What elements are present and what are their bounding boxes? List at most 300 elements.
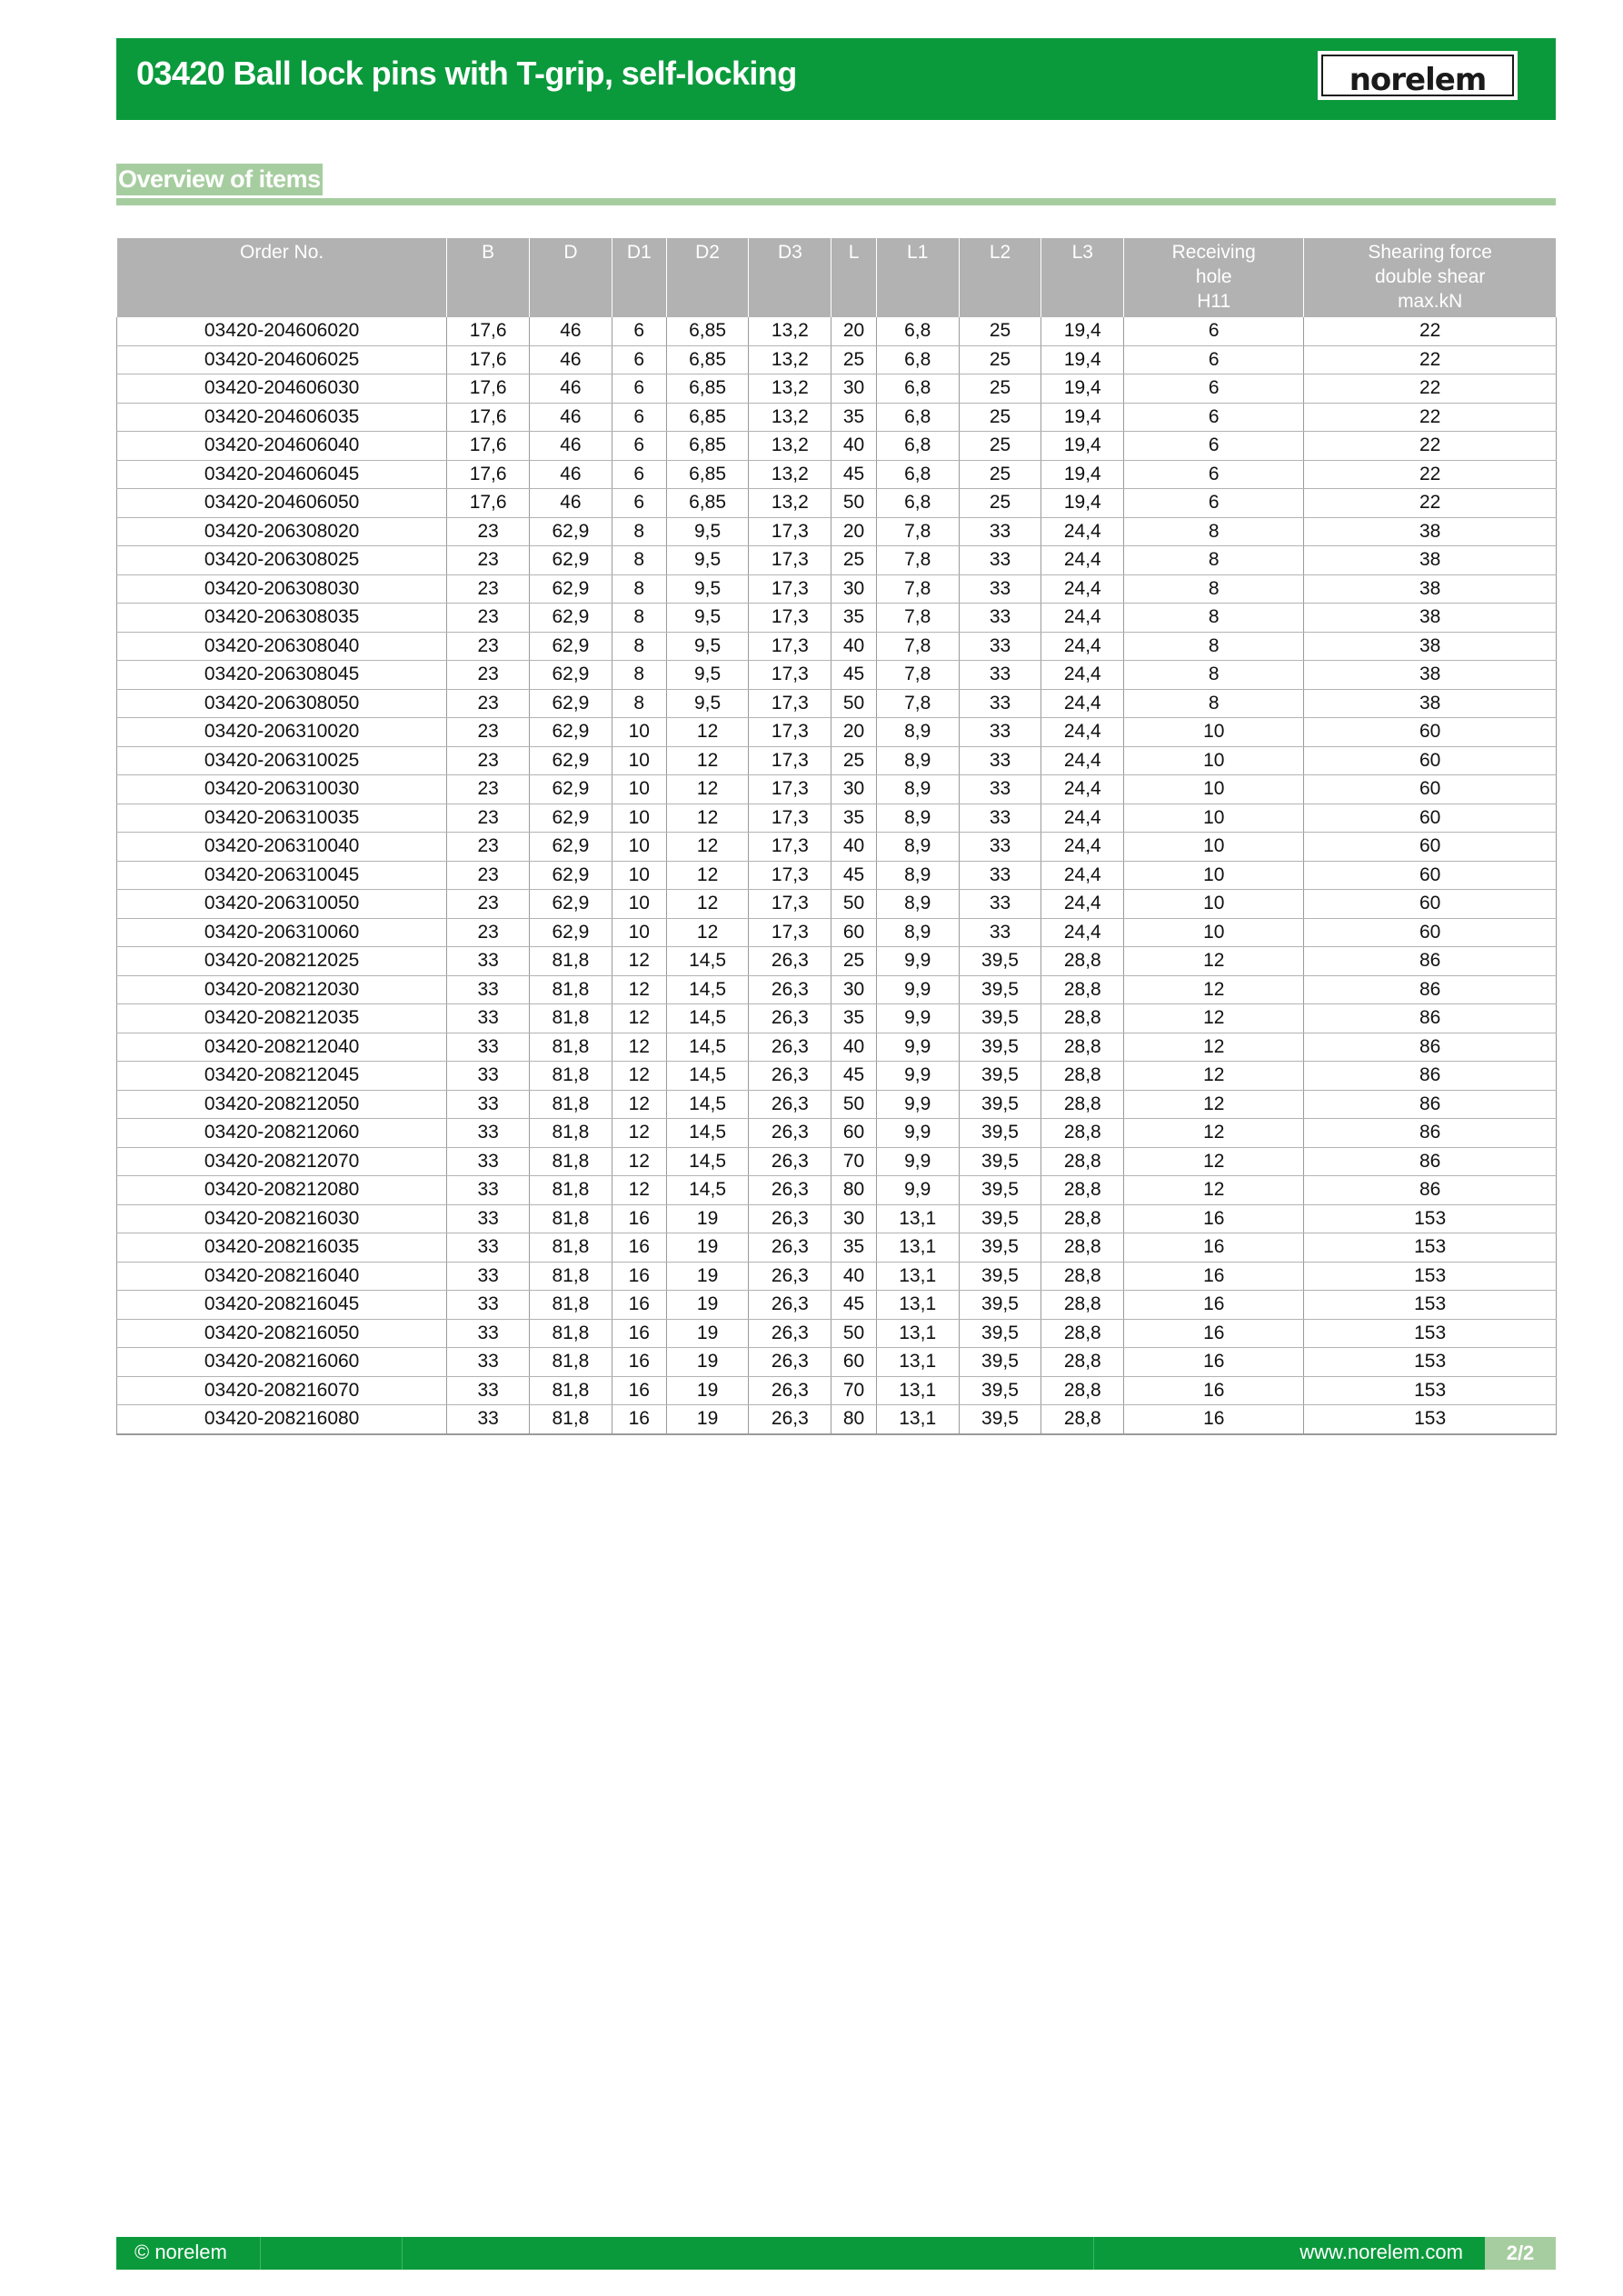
order-number-cell: 03420-206310050 bbox=[117, 890, 447, 919]
table-cell: 8 bbox=[612, 661, 666, 690]
order-number-cell: 03420-206308045 bbox=[117, 661, 447, 690]
table-cell: 26,3 bbox=[749, 1405, 831, 1434]
column-header: L2 bbox=[959, 238, 1041, 317]
table-cell: 9,5 bbox=[666, 632, 749, 661]
table-cell: 12 bbox=[612, 975, 666, 1004]
table-cell: 81,8 bbox=[530, 1262, 612, 1291]
table-cell: 10 bbox=[612, 861, 666, 890]
table-cell: 50 bbox=[831, 1319, 877, 1348]
table-cell: 6,8 bbox=[876, 403, 959, 432]
table-cell: 81,8 bbox=[530, 1033, 612, 1062]
table-cell: 6,85 bbox=[666, 374, 749, 404]
page-title: 03420 Ball lock pins with T-grip, self-locking bbox=[136, 55, 797, 92]
table-cell: 33 bbox=[447, 1233, 530, 1263]
table-cell: 33 bbox=[959, 804, 1041, 833]
table-cell: 39,5 bbox=[959, 1262, 1041, 1291]
table-cell: 39,5 bbox=[959, 1147, 1041, 1176]
column-header: D3 bbox=[749, 238, 831, 317]
table-cell: 28,8 bbox=[1041, 1405, 1124, 1434]
table-cell: 153 bbox=[1304, 1204, 1557, 1233]
table-cell: 46 bbox=[530, 460, 612, 489]
table-cell: 14,5 bbox=[666, 947, 749, 976]
table-cell: 40 bbox=[831, 1262, 877, 1291]
table-row bbox=[117, 689, 1557, 718]
table-cell: 153 bbox=[1304, 1233, 1557, 1263]
table-cell: 9,9 bbox=[876, 1033, 959, 1062]
table-cell: 9,5 bbox=[666, 604, 749, 633]
table-cell: 17,3 bbox=[749, 718, 831, 747]
table-cell: 60 bbox=[1304, 918, 1557, 947]
table-cell: 7,8 bbox=[876, 661, 959, 690]
table-cell: 153 bbox=[1304, 1376, 1557, 1405]
table-cell: 28,8 bbox=[1041, 1147, 1124, 1176]
table-cell: 81,8 bbox=[530, 1176, 612, 1205]
table-cell: 39,5 bbox=[959, 1004, 1041, 1033]
table-cell: 26,3 bbox=[749, 1376, 831, 1405]
table-cell: 8,9 bbox=[876, 775, 959, 804]
table-cell: 19,4 bbox=[1041, 345, 1124, 374]
table-cell: 45 bbox=[831, 460, 877, 489]
table-cell: 86 bbox=[1304, 1119, 1557, 1148]
page-footer bbox=[116, 2237, 1556, 2270]
table-cell: 25 bbox=[831, 345, 877, 374]
table-cell: 17,3 bbox=[749, 517, 831, 546]
table-cell: 22 bbox=[1304, 489, 1557, 518]
table-cell: 14,5 bbox=[666, 1004, 749, 1033]
table-cell: 8,9 bbox=[876, 746, 959, 775]
table-row bbox=[117, 1147, 1557, 1176]
table-cell: 39,5 bbox=[959, 1176, 1041, 1205]
table-cell: 19 bbox=[666, 1233, 749, 1263]
table-cell: 17,3 bbox=[749, 632, 831, 661]
table-cell: 14,5 bbox=[666, 1119, 749, 1148]
table-cell: 33 bbox=[959, 833, 1041, 862]
table-cell: 12 bbox=[666, 804, 749, 833]
table-cell: 26,3 bbox=[749, 1204, 831, 1233]
table-row bbox=[117, 1062, 1557, 1091]
table-cell: 25 bbox=[959, 374, 1041, 404]
table-cell: 7,8 bbox=[876, 604, 959, 633]
order-number-cell: 03420-208216040 bbox=[117, 1262, 447, 1291]
table-cell: 8,9 bbox=[876, 804, 959, 833]
table-row bbox=[117, 1176, 1557, 1205]
table-cell: 6,8 bbox=[876, 374, 959, 404]
table-row bbox=[117, 918, 1557, 947]
table-cell: 12 bbox=[1124, 975, 1304, 1004]
table-cell: 17,3 bbox=[749, 861, 831, 890]
table-cell: 26,3 bbox=[749, 947, 831, 976]
table-row bbox=[117, 1348, 1557, 1377]
order-number-cell: 03420-204606035 bbox=[117, 403, 447, 432]
table-cell: 8,9 bbox=[876, 861, 959, 890]
table-cell: 86 bbox=[1304, 947, 1557, 976]
table-cell: 46 bbox=[530, 317, 612, 345]
table-cell: 9,5 bbox=[666, 546, 749, 575]
table-cell: 62,9 bbox=[530, 718, 612, 747]
table-cell: 62,9 bbox=[530, 661, 612, 690]
table-cell: 22 bbox=[1304, 403, 1557, 432]
table-cell: 12 bbox=[612, 1176, 666, 1205]
table-cell: 19 bbox=[666, 1376, 749, 1405]
table-cell: 62,9 bbox=[530, 890, 612, 919]
table-cell: 8 bbox=[1124, 546, 1304, 575]
table-cell: 80 bbox=[831, 1405, 877, 1434]
order-number-cell: 03420-208212030 bbox=[117, 975, 447, 1004]
table-cell: 8 bbox=[1124, 517, 1304, 546]
table-cell: 39,5 bbox=[959, 1062, 1041, 1091]
column-header: Receiving hole H11 bbox=[1124, 238, 1304, 317]
table-cell: 39,5 bbox=[959, 1376, 1041, 1405]
table-cell: 23 bbox=[447, 632, 530, 661]
table-cell: 17,3 bbox=[749, 890, 831, 919]
table-cell: 13,2 bbox=[749, 374, 831, 404]
table-cell: 9,9 bbox=[876, 975, 959, 1004]
table-cell: 8 bbox=[612, 604, 666, 633]
table-cell: 62,9 bbox=[530, 746, 612, 775]
table-cell: 10 bbox=[612, 718, 666, 747]
table-cell: 33 bbox=[447, 1291, 530, 1320]
table-cell: 20 bbox=[831, 317, 877, 345]
table-cell: 33 bbox=[447, 1376, 530, 1405]
table-cell: 8 bbox=[612, 574, 666, 604]
table-cell: 81,8 bbox=[530, 1319, 612, 1348]
table-cell: 30 bbox=[831, 975, 877, 1004]
table-cell: 23 bbox=[447, 604, 530, 633]
table-cell: 8,9 bbox=[876, 718, 959, 747]
table-cell: 6,85 bbox=[666, 317, 749, 345]
table-cell: 12 bbox=[666, 918, 749, 947]
table-cell: 62,9 bbox=[530, 775, 612, 804]
table-cell: 12 bbox=[666, 833, 749, 862]
table-cell: 6 bbox=[1124, 460, 1304, 489]
table-cell: 6 bbox=[612, 460, 666, 489]
table-cell: 14,5 bbox=[666, 975, 749, 1004]
table-cell: 9,9 bbox=[876, 1147, 959, 1176]
table-row bbox=[117, 403, 1557, 432]
table-cell: 6 bbox=[1124, 489, 1304, 518]
table-row bbox=[117, 861, 1557, 890]
table-cell: 17,3 bbox=[749, 661, 831, 690]
table-cell: 28,8 bbox=[1041, 1033, 1124, 1062]
table-cell: 12 bbox=[666, 861, 749, 890]
table-cell: 17,6 bbox=[447, 317, 530, 345]
table-cell: 22 bbox=[1304, 317, 1557, 345]
table-cell: 16 bbox=[612, 1233, 666, 1263]
table-cell: 33 bbox=[447, 947, 530, 976]
table-cell: 24,4 bbox=[1041, 517, 1124, 546]
table-cell: 8 bbox=[1124, 689, 1304, 718]
table-cell: 17,6 bbox=[447, 345, 530, 374]
table-cell: 62,9 bbox=[530, 861, 612, 890]
table-cell: 7,8 bbox=[876, 546, 959, 575]
table-cell: 26,3 bbox=[749, 1062, 831, 1091]
table-cell: 40 bbox=[831, 432, 877, 461]
table-cell: 33 bbox=[959, 546, 1041, 575]
table-cell: 17,3 bbox=[749, 918, 831, 947]
table-cell: 17,6 bbox=[447, 432, 530, 461]
table-cell: 13,1 bbox=[876, 1405, 959, 1434]
table-cell: 12 bbox=[666, 890, 749, 919]
table-cell: 33 bbox=[447, 1033, 530, 1062]
table-cell: 28,8 bbox=[1041, 1204, 1124, 1233]
table-cell: 19 bbox=[666, 1204, 749, 1233]
table-cell: 9,5 bbox=[666, 574, 749, 604]
table-cell: 10 bbox=[1124, 746, 1304, 775]
order-number-cell: 03420-206310060 bbox=[117, 918, 447, 947]
table-cell: 23 bbox=[447, 689, 530, 718]
table-cell: 16 bbox=[612, 1376, 666, 1405]
table-cell: 16 bbox=[1124, 1319, 1304, 1348]
table-cell: 12 bbox=[612, 1033, 666, 1062]
table-cell: 23 bbox=[447, 890, 530, 919]
table-cell: 30 bbox=[831, 1204, 877, 1233]
table-cell: 6,85 bbox=[666, 345, 749, 374]
table-cell: 70 bbox=[831, 1376, 877, 1405]
table-cell: 81,8 bbox=[530, 947, 612, 976]
table-cell: 33 bbox=[447, 1004, 530, 1033]
table-cell: 12 bbox=[1124, 1176, 1304, 1205]
table-cell: 28,8 bbox=[1041, 1119, 1124, 1148]
table-cell: 8 bbox=[1124, 574, 1304, 604]
column-header: D2 bbox=[666, 238, 749, 317]
table-row bbox=[117, 574, 1557, 604]
table-cell: 25 bbox=[959, 403, 1041, 432]
table-cell: 9,9 bbox=[876, 1090, 959, 1119]
table-cell: 33 bbox=[447, 975, 530, 1004]
column-header: L1 bbox=[876, 238, 959, 317]
order-number-cell: 03420-208216080 bbox=[117, 1405, 447, 1434]
table-cell: 50 bbox=[831, 689, 877, 718]
table-cell: 25 bbox=[959, 460, 1041, 489]
order-number-cell: 03420-206308025 bbox=[117, 546, 447, 575]
table-cell: 13,1 bbox=[876, 1348, 959, 1377]
table-cell: 9,9 bbox=[876, 1176, 959, 1205]
table-cell: 13,1 bbox=[876, 1262, 959, 1291]
table-row bbox=[117, 890, 1557, 919]
table-cell: 14,5 bbox=[666, 1176, 749, 1205]
column-header: D bbox=[530, 238, 612, 317]
table-row bbox=[117, 345, 1557, 374]
column-header: Order No. bbox=[117, 238, 447, 317]
table-cell: 30 bbox=[831, 775, 877, 804]
table-cell: 28,8 bbox=[1041, 1291, 1124, 1320]
table-cell: 28,8 bbox=[1041, 1348, 1124, 1377]
table-cell: 81,8 bbox=[530, 1348, 612, 1377]
table-cell: 46 bbox=[530, 432, 612, 461]
table-cell: 22 bbox=[1304, 374, 1557, 404]
table-cell: 39,5 bbox=[959, 975, 1041, 1004]
order-number-cell: 03420-208216030 bbox=[117, 1204, 447, 1233]
table-cell: 6 bbox=[612, 345, 666, 374]
table-cell: 24,4 bbox=[1041, 718, 1124, 747]
table-cell: 60 bbox=[831, 1348, 877, 1377]
table-cell: 23 bbox=[447, 661, 530, 690]
table-row bbox=[117, 975, 1557, 1004]
table-cell: 28,8 bbox=[1041, 1176, 1124, 1205]
table-row bbox=[117, 1233, 1557, 1263]
table-cell: 6 bbox=[1124, 374, 1304, 404]
table-cell: 33 bbox=[959, 689, 1041, 718]
table-cell: 24,4 bbox=[1041, 804, 1124, 833]
table-cell: 22 bbox=[1304, 460, 1557, 489]
table-cell: 40 bbox=[831, 632, 877, 661]
order-number-cell: 03420-206310035 bbox=[117, 804, 447, 833]
order-number-cell: 03420-206310030 bbox=[117, 775, 447, 804]
table-cell: 19 bbox=[666, 1319, 749, 1348]
table-cell: 45 bbox=[831, 1062, 877, 1091]
table-cell: 33 bbox=[959, 775, 1041, 804]
table-cell: 23 bbox=[447, 918, 530, 947]
table-cell: 33 bbox=[447, 1062, 530, 1091]
order-number-cell: 03420-208212025 bbox=[117, 947, 447, 976]
table-cell: 24,4 bbox=[1041, 918, 1124, 947]
table-cell: 14,5 bbox=[666, 1090, 749, 1119]
table-cell: 60 bbox=[1304, 804, 1557, 833]
table-cell: 12 bbox=[666, 718, 749, 747]
table-cell: 17,3 bbox=[749, 574, 831, 604]
table-cell: 153 bbox=[1304, 1291, 1557, 1320]
table-cell: 33 bbox=[959, 604, 1041, 633]
table-cell: 38 bbox=[1304, 546, 1557, 575]
table-cell: 9,9 bbox=[876, 947, 959, 976]
table-cell: 81,8 bbox=[530, 1004, 612, 1033]
order-number-cell: 03420-206308050 bbox=[117, 689, 447, 718]
norelem-logo bbox=[1316, 49, 1519, 102]
table-cell: 19,4 bbox=[1041, 460, 1124, 489]
table-row bbox=[117, 546, 1557, 575]
column-header: B bbox=[447, 238, 530, 317]
order-number-cell: 03420-208212040 bbox=[117, 1033, 447, 1062]
table-cell: 81,8 bbox=[530, 1119, 612, 1148]
table-cell: 16 bbox=[1124, 1233, 1304, 1263]
order-number-cell: 03420-208212060 bbox=[117, 1119, 447, 1148]
table-row bbox=[117, 1033, 1557, 1062]
table-cell: 17,6 bbox=[447, 374, 530, 404]
table-cell: 80 bbox=[831, 1176, 877, 1205]
table-cell: 17,6 bbox=[447, 460, 530, 489]
table-row bbox=[117, 604, 1557, 633]
table-cell: 10 bbox=[1124, 775, 1304, 804]
order-number-cell: 03420-208216045 bbox=[117, 1291, 447, 1320]
table-cell: 62,9 bbox=[530, 546, 612, 575]
table-cell: 10 bbox=[1124, 718, 1304, 747]
table-cell: 60 bbox=[1304, 833, 1557, 862]
table-cell: 24,4 bbox=[1041, 574, 1124, 604]
table-row bbox=[117, 1119, 1557, 1148]
table-cell: 46 bbox=[530, 374, 612, 404]
table-cell: 153 bbox=[1304, 1405, 1557, 1434]
table-cell: 33 bbox=[447, 1262, 530, 1291]
table-cell: 8 bbox=[612, 689, 666, 718]
table-cell: 26,3 bbox=[749, 1176, 831, 1205]
table-cell: 12 bbox=[612, 947, 666, 976]
table-cell: 28,8 bbox=[1041, 975, 1124, 1004]
table-cell: 60 bbox=[831, 1119, 877, 1148]
table-cell: 81,8 bbox=[530, 975, 612, 1004]
table-cell: 23 bbox=[447, 775, 530, 804]
table-cell: 19,4 bbox=[1041, 317, 1124, 345]
table-cell: 25 bbox=[831, 746, 877, 775]
table-cell: 39,5 bbox=[959, 1405, 1041, 1434]
table-cell: 19,4 bbox=[1041, 432, 1124, 461]
table-row bbox=[117, 718, 1557, 747]
table-cell: 86 bbox=[1304, 1033, 1557, 1062]
order-number-cell: 03420-208216070 bbox=[117, 1376, 447, 1405]
table-cell: 26,3 bbox=[749, 1119, 831, 1148]
table-cell: 45 bbox=[831, 861, 877, 890]
table-cell: 62,9 bbox=[530, 918, 612, 947]
table-cell: 8 bbox=[1124, 661, 1304, 690]
table-cell: 13,1 bbox=[876, 1291, 959, 1320]
order-number-cell: 03420-206310045 bbox=[117, 861, 447, 890]
table-cell: 40 bbox=[831, 1033, 877, 1062]
table-cell: 24,4 bbox=[1041, 890, 1124, 919]
table-cell: 30 bbox=[831, 574, 877, 604]
table-cell: 81,8 bbox=[530, 1147, 612, 1176]
table-cell: 33 bbox=[959, 574, 1041, 604]
order-number-cell: 03420-204606030 bbox=[117, 374, 447, 404]
order-number-cell: 03420-208216050 bbox=[117, 1319, 447, 1348]
table-row bbox=[117, 1204, 1557, 1233]
table-cell: 28,8 bbox=[1041, 1233, 1124, 1263]
table-cell: 13,2 bbox=[749, 432, 831, 461]
table-cell: 26,3 bbox=[749, 1033, 831, 1062]
table-cell: 46 bbox=[530, 345, 612, 374]
table-cell: 28,8 bbox=[1041, 1062, 1124, 1091]
table-cell: 86 bbox=[1304, 1090, 1557, 1119]
table-cell: 86 bbox=[1304, 1004, 1557, 1033]
order-number-cell: 03420-204606025 bbox=[117, 345, 447, 374]
table-cell: 60 bbox=[831, 918, 877, 947]
table-cell: 9,9 bbox=[876, 1062, 959, 1091]
order-number-cell: 03420-208212035 bbox=[117, 1004, 447, 1033]
table-cell: 28,8 bbox=[1041, 1090, 1124, 1119]
table-cell: 16 bbox=[612, 1348, 666, 1377]
table-cell: 8,9 bbox=[876, 918, 959, 947]
table-cell: 60 bbox=[1304, 890, 1557, 919]
table-cell: 20 bbox=[831, 718, 877, 747]
table-cell: 33 bbox=[447, 1147, 530, 1176]
table-cell: 33 bbox=[959, 632, 1041, 661]
table-cell: 153 bbox=[1304, 1319, 1557, 1348]
table-cell: 12 bbox=[666, 775, 749, 804]
table-cell: 6,8 bbox=[876, 345, 959, 374]
table-cell: 35 bbox=[831, 604, 877, 633]
table-cell: 28,8 bbox=[1041, 1004, 1124, 1033]
table-cell: 6 bbox=[612, 403, 666, 432]
table-cell: 81,8 bbox=[530, 1291, 612, 1320]
table-cell: 25 bbox=[959, 432, 1041, 461]
table-cell: 16 bbox=[612, 1405, 666, 1434]
table-cell: 46 bbox=[530, 489, 612, 518]
table-cell: 81,8 bbox=[530, 1204, 612, 1233]
table-cell: 8,9 bbox=[876, 890, 959, 919]
table-cell: 13,2 bbox=[749, 317, 831, 345]
table-cell: 6,85 bbox=[666, 403, 749, 432]
table-cell: 7,8 bbox=[876, 574, 959, 604]
table-cell: 28,8 bbox=[1041, 947, 1124, 976]
table-cell: 62,9 bbox=[530, 689, 612, 718]
table-cell: 13,1 bbox=[876, 1233, 959, 1263]
table-row bbox=[117, 1376, 1557, 1405]
order-number-cell: 03420-206310020 bbox=[117, 718, 447, 747]
order-number-cell: 03420-204606040 bbox=[117, 432, 447, 461]
table-cell: 40 bbox=[831, 833, 877, 862]
table-cell: 33 bbox=[959, 517, 1041, 546]
table-cell: 13,2 bbox=[749, 489, 831, 518]
table-cell: 8 bbox=[1124, 604, 1304, 633]
website-link[interactable]: www.norelem.com bbox=[1299, 2241, 1463, 2263]
